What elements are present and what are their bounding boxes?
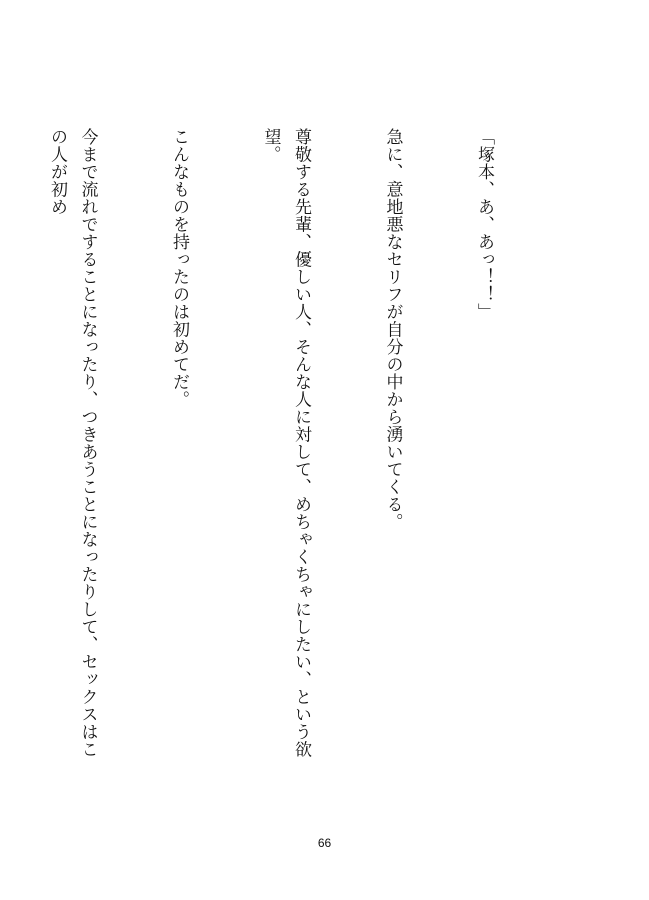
text-line-5: 今まで流れですることになったり、つきあうことになったりして、セックスはこの人が初め	[47, 128, 98, 758]
text-line-2: 急に、意地悪なセリフが自分の中から湧いてくる。	[382, 128, 403, 531]
text-line-1: 「塚本、あ、あっ！！」	[474, 128, 494, 321]
text-line-4: こんなものを持ったのは初めてだ。	[169, 128, 189, 408]
text-line-3: 尊敬する先輩、優しい人、そんな人に対して、めちゃくちゃにしたい、という欲望。	[260, 128, 311, 758]
page-number: 66	[317, 836, 332, 850]
body-text	[47, 128, 560, 768]
